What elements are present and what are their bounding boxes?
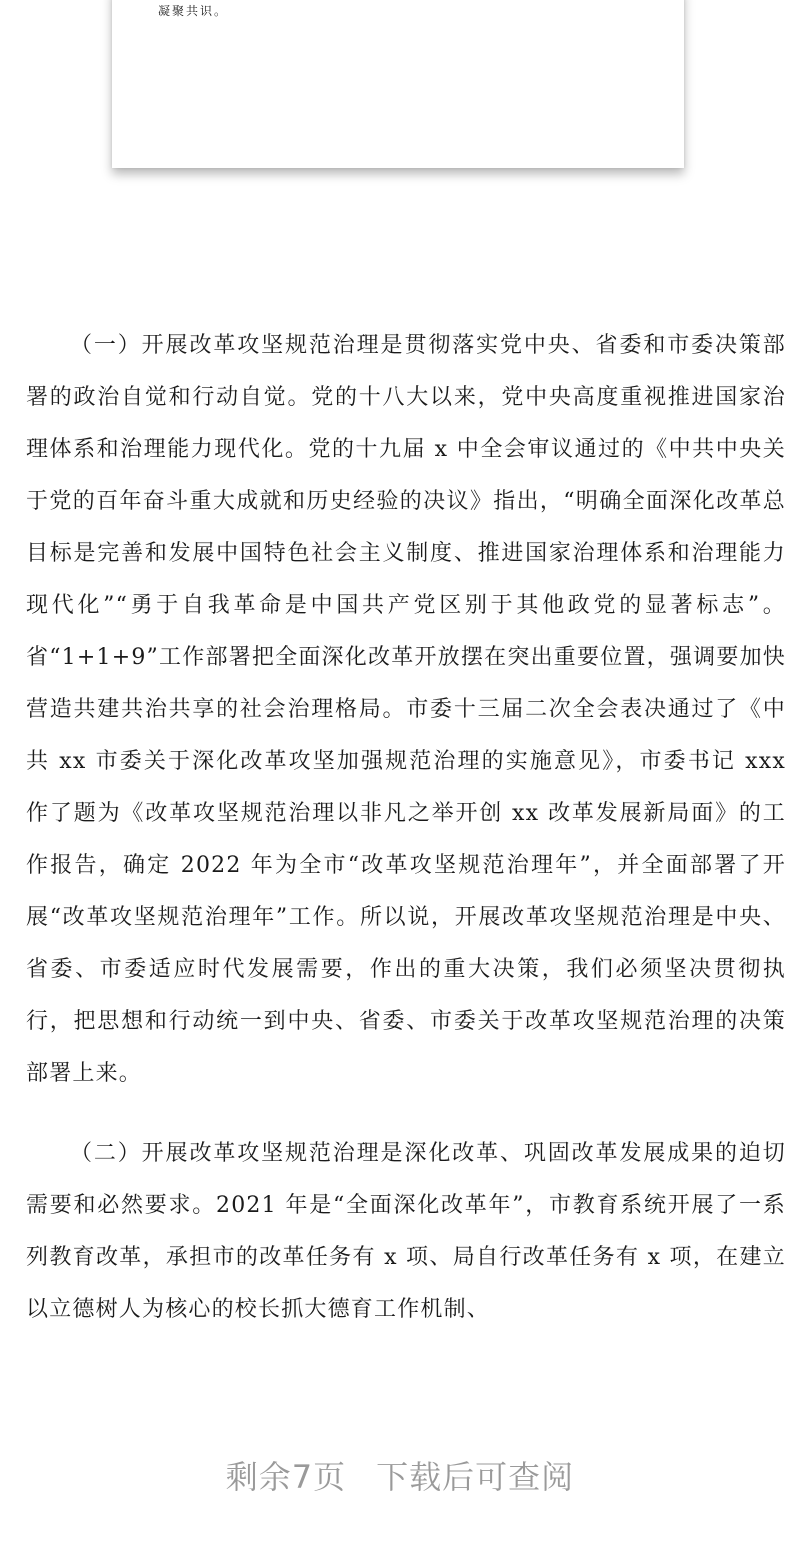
document-body — [26, 320, 786, 1336]
remaining-pages-bar — [0, 1452, 800, 1498]
previous-page-preview — [112, 0, 684, 168]
download-to-view-label[interactable]: 下载后可查阅 — [376, 1458, 575, 1496]
paragraph-2: （二）开展改革攻坚规范治理是深化改革、巩固改革发展成果的迫切需要和必然要求。2021 年是“全面深化改革年”，市教育系统开展了一系列教育改革，承担市的改革任务有 x 项、局自行改革任务有 x 项，在建立以立德树人为核心的校长抓大德育工作机制、 — [26, 1141, 786, 1322]
preview-text: 凝聚共识。 — [158, 4, 229, 18]
remaining-pages-label[interactable]: 剩余7页 — [225, 1458, 347, 1496]
paragraph-1: （一）开展改革攻坚规范治理是贯彻落实党中央、省委和市委决策部署的政治自觉和行动自觉。党的十八大以来，党中央高度重视推进国家治理体系和治理能力现代化。党的十九届 x 中全会审议通过的《中共中央关于党的百年奋斗重大成就和历史经验的决议》指出，“明确全面深化改革总目标是完善和发展中国特色社会主义制度、推进国家治理体系和治理能力现代化”“勇于自我革命是中国共产党区别于其他政党的显著标志”。省“1+1+9”工作部署把全面深化改革开放摆在突出重要位置，强调要加快营造共建共治共享的社会治理格局。市委十三届二次全会表决通过了《中共 xx 市委关于深化改革攻坚加强规范治理的实施意见》，市委书记 xxx 作了题为《改革攻坚规范治理以非凡之举开创 xx 改革发展新局面》的工作报告，确定 2022 年为全市“改革攻坚规范治理年”，并全面部署了开展“改革攻坚规范治理年”工作。所以说，开展改革攻坚规范治理是中央、省委、市委适应时代发展需要，作出的重大决策，我们必须坚决贯彻执行，把思想和行动统一到中央、省委、市委关于改革攻坚规范治理的决策部署上来。 — [26, 333, 786, 1086]
